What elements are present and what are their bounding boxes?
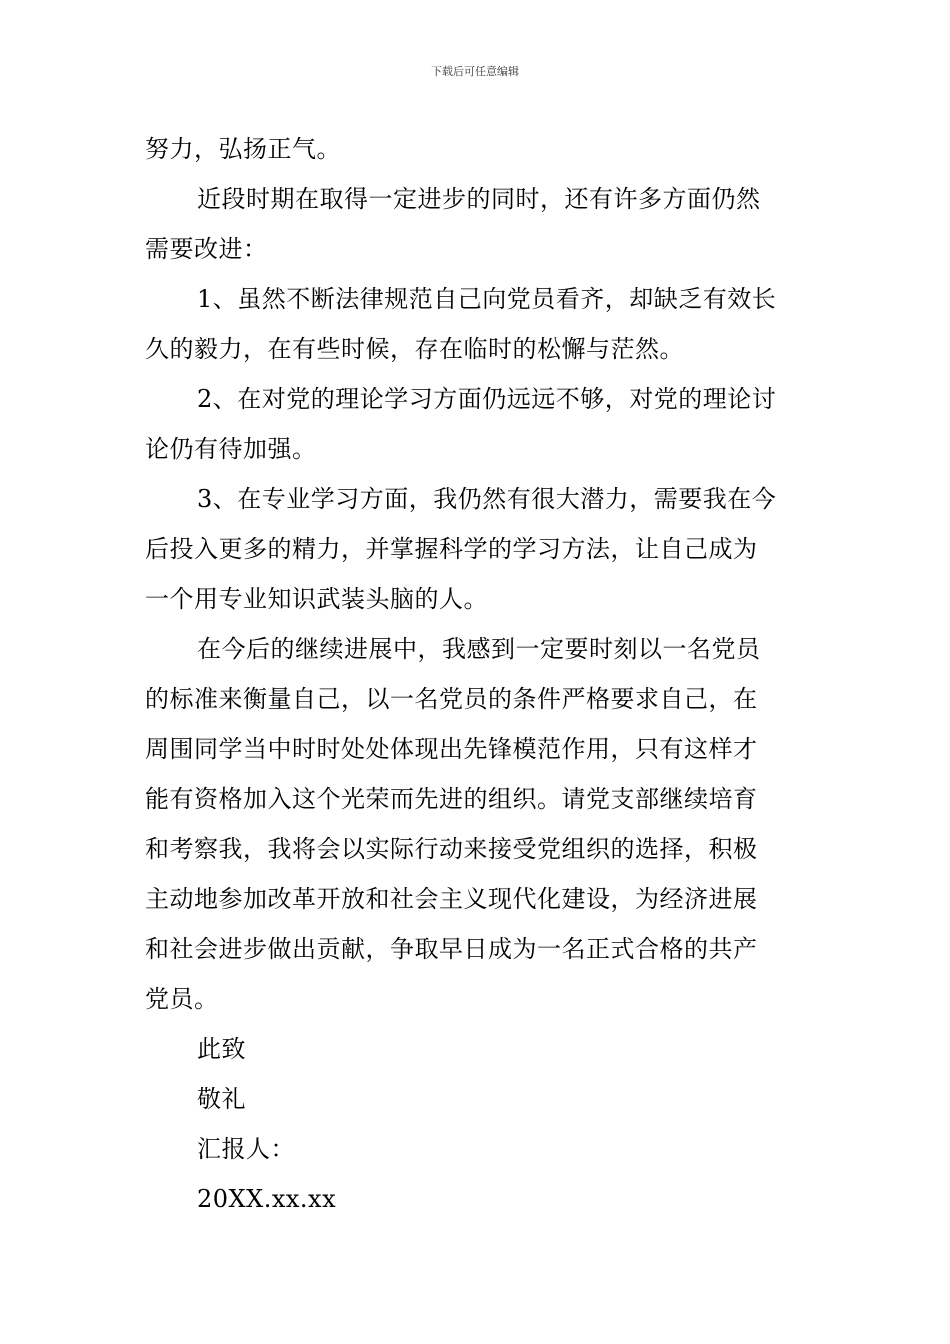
text-line: 周围同学当中时时处处体现出先锋模范作用，只有这样才 (145, 735, 758, 763)
text-line: 的标准来衡量自己，以一名党员的条件严格要求自己，在 (145, 685, 758, 713)
text-line: 近段时期在取得一定进步的同时，还有许多方面仍然 (197, 185, 761, 213)
text-line: 2、在对党的理论学习方面仍远远不够，对党的理论讨 (197, 385, 777, 413)
closing-regards: 敬礼 (197, 1085, 246, 1113)
text-line: 和社会进步做出贡献，争取早日成为一名正式合格的共产 (145, 935, 758, 963)
text-line: 主动地参加改革开放和社会主义现代化建设，为经济进展 (145, 885, 758, 913)
text-line: 论仍有待加强。 (145, 435, 317, 463)
document-body (145, 124, 810, 1224)
text-line: 久的毅力，在有些时候，存在临时的松懈与茫然。 (145, 335, 684, 363)
text-line: 需要改进： (145, 235, 268, 263)
text-line: 党员。 (145, 985, 219, 1013)
text-line: 在今后的继续进展中，我感到一定要时刻以一名党员 (197, 635, 761, 663)
closing-salutation: 此致 (197, 1035, 246, 1063)
text-line: 1、虽然不断法律规范自己向党员看齐，却缺乏有效长 (197, 285, 777, 313)
text-line: 和考察我，我将会以实际行动来接受党组织的选择，积极 (145, 835, 758, 863)
report-date: 20XX.xx.xx (197, 1185, 337, 1213)
text-line: 一个用专业知识武装头脑的人。 (145, 585, 488, 613)
text-line: 努力，弘扬正气。 (145, 135, 341, 163)
text-line: 后投入更多的精力，并掌握科学的学习方法，让自己成为 (145, 535, 758, 563)
reporter-label: 汇报人： (197, 1135, 295, 1163)
text-line: 能有资格加入这个光荣而先进的组织。请党支部继续培育 (145, 785, 758, 813)
page-header: 下载后可任意编辑 (431, 65, 519, 78)
text-line: 3、在专业学习方面，我仍然有很大潜力，需要我在今 (197, 485, 777, 513)
